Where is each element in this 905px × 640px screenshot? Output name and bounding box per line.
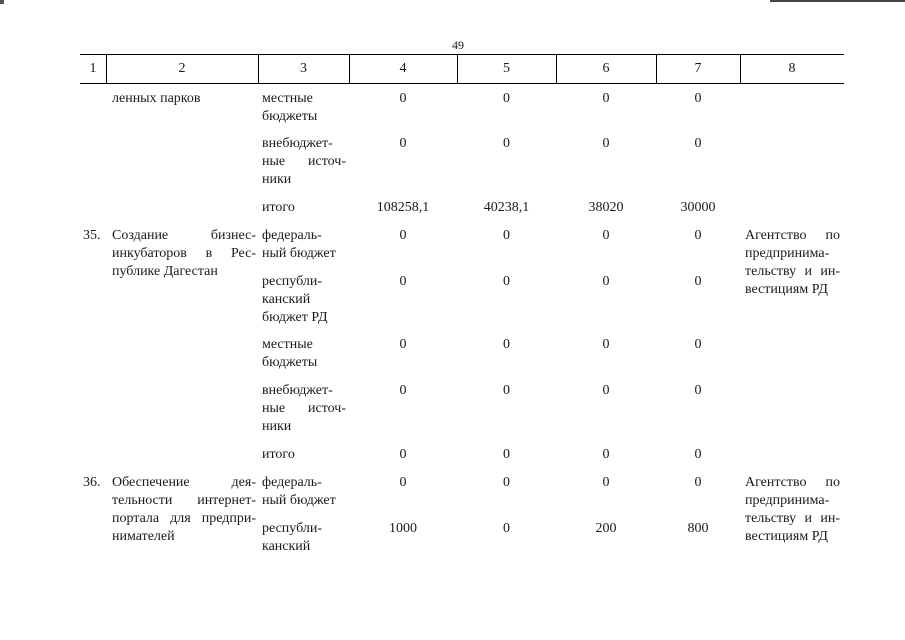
- executor-label: предпринима-: [745, 246, 830, 261]
- value-cell: 0: [694, 337, 702, 352]
- total-cell: 30000: [680, 200, 716, 215]
- value-cell: 0: [602, 91, 610, 106]
- value-cell: 0: [694, 383, 702, 398]
- value-cell: 0: [602, 337, 610, 352]
- value-cell: 0: [602, 475, 610, 490]
- measure-name: публике Дагестан: [112, 264, 218, 279]
- value-cell: 0: [399, 91, 407, 106]
- executor-label: тельству и ин-: [745, 511, 840, 526]
- measure-name-tail: ленных парков: [112, 91, 201, 106]
- funding-source-label: ный бюджет: [262, 246, 336, 261]
- value-cell: 0: [602, 383, 610, 398]
- funding-source-label: республи-: [262, 274, 322, 289]
- funding-source-label: внебюджет-: [262, 383, 333, 398]
- value-cell: 0: [503, 136, 510, 151]
- funding-source-label: ные источ-: [262, 401, 346, 416]
- measure-name: тельности интернет-: [112, 493, 256, 508]
- funding-source-label: канский: [262, 539, 311, 554]
- funding-source-label: ники: [262, 419, 292, 434]
- value-cell: 0: [399, 228, 407, 243]
- funding-source-label: ные источ-: [262, 154, 346, 169]
- page-number: 49: [452, 38, 464, 52]
- value-cell: 0: [503, 274, 510, 289]
- value-cell: 0: [694, 136, 702, 151]
- funding-source-label: внебюджет-: [262, 136, 333, 151]
- funding-source-label: итого: [262, 447, 295, 462]
- value-cell: 0: [399, 383, 407, 398]
- value-cell: 0: [503, 383, 510, 398]
- column-header: 4: [399, 61, 407, 76]
- executor-label: тельству и ин-: [745, 264, 840, 279]
- column-header: 8: [788, 61, 796, 76]
- value-cell: 0: [503, 228, 510, 243]
- header-bottom-rule: [80, 83, 844, 84]
- total-cell: 0: [399, 447, 407, 462]
- funding-source-label: ный бюджет: [262, 493, 336, 508]
- value-cell: 0: [503, 91, 510, 106]
- total-cell: 108258,1: [376, 200, 430, 215]
- column-header: 2: [178, 61, 186, 76]
- column-header: 7: [694, 61, 702, 76]
- scan-edge-mark: [0, 0, 4, 4]
- funding-source-label: ники: [262, 172, 292, 187]
- value-cell: 0: [503, 337, 510, 352]
- item-number: 36.: [83, 475, 101, 490]
- value-cell: 0: [694, 274, 702, 289]
- funding-source-label: бюджеты: [262, 109, 318, 124]
- value-cell: 0: [694, 228, 702, 243]
- funding-source-label: бюджеты: [262, 355, 318, 370]
- value-cell: 0: [602, 136, 610, 151]
- funding-source-label: бюджет РД: [262, 310, 328, 325]
- value-cell: 0: [399, 274, 407, 289]
- column-header: 1: [89, 61, 97, 76]
- total-cell: 38020: [588, 200, 624, 215]
- funding-source-label: местные: [262, 91, 313, 106]
- measure-name: Создание бизнес-: [112, 228, 256, 243]
- value-cell: 0: [694, 91, 702, 106]
- value-cell: 0: [503, 475, 510, 490]
- executor-label: Агентство по: [745, 475, 840, 490]
- value-cell: 0: [399, 337, 407, 352]
- column-header: 5: [503, 61, 510, 76]
- header-top-rule: [80, 54, 844, 55]
- measure-name: портала для предпри-: [112, 511, 256, 526]
- value-cell: 200: [595, 521, 617, 536]
- funding-source-label: федераль-: [262, 475, 322, 490]
- total-cell: 0: [503, 447, 510, 462]
- value-cell: 1000: [389, 521, 417, 536]
- funding-source-label: республи-: [262, 521, 322, 536]
- value-cell: 0: [399, 136, 407, 151]
- item-number: 35.: [83, 228, 101, 243]
- funding-source-label: итого: [262, 200, 295, 215]
- total-cell: 40238,1: [483, 200, 530, 215]
- measure-name: Обеспечение дея-: [112, 475, 256, 490]
- value-cell: 0: [399, 475, 407, 490]
- value-cell: 0: [694, 475, 702, 490]
- column-header: 3: [300, 61, 307, 76]
- value-cell: 0: [602, 274, 610, 289]
- executor-label: предпринима-: [745, 493, 830, 508]
- total-cell: 0: [602, 447, 610, 462]
- measure-name: инкубаторов в Рес-: [112, 246, 256, 261]
- value-cell: 0: [602, 228, 610, 243]
- value-cell: 800: [687, 521, 709, 536]
- total-cell: 0: [694, 447, 702, 462]
- executor-label: вестициям РД: [745, 529, 828, 544]
- funding-source-label: местные: [262, 337, 313, 352]
- executor-label: вестициям РД: [745, 282, 828, 297]
- scan-edge-mark: [770, 0, 905, 2]
- executor-label: Агентство по: [745, 228, 840, 243]
- funding-source-label: федераль-: [262, 228, 322, 243]
- measure-name: нимателей: [112, 529, 175, 544]
- value-cell: 0: [503, 521, 510, 536]
- column-header: 6: [602, 61, 610, 76]
- funding-source-label: канский: [262, 292, 311, 307]
